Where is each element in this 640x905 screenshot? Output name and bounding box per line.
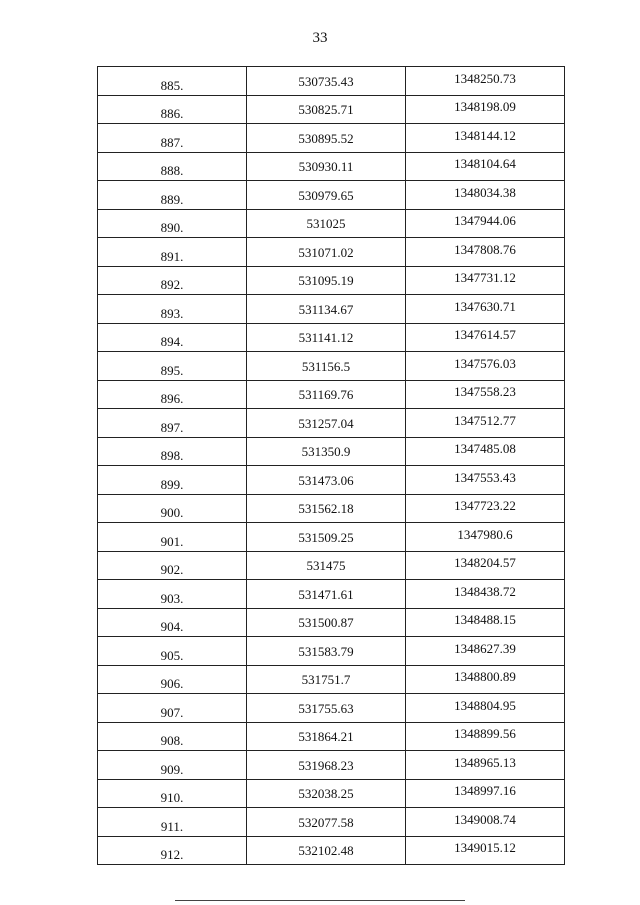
x-coordinate-cell-text: 531471.61 (298, 586, 354, 602)
y-coordinate-cell (406, 751, 565, 780)
y-coordinate-cell-text: 1347980.6 (457, 526, 513, 542)
point-number-cell (98, 352, 247, 381)
table-row (98, 295, 565, 324)
point-number-cell (98, 67, 247, 96)
point-number-cell (98, 266, 247, 295)
y-coordinate-cell-text: 1348800.89 (454, 669, 516, 685)
x-coordinate-cell-text: 531350.9 (301, 444, 351, 460)
point-number-cell (98, 694, 247, 723)
table-row (98, 580, 565, 609)
bottom-rule (175, 900, 465, 901)
table-row (98, 608, 565, 637)
point-number-cell-text: 892. (160, 277, 184, 293)
x-coordinate-cell (247, 665, 406, 694)
point-number-cell (98, 808, 247, 837)
table-row (98, 209, 565, 238)
point-number-cell (98, 580, 247, 609)
x-coordinate-cell-text: 532077.58 (298, 814, 354, 830)
point-number-cell (98, 608, 247, 637)
x-coordinate-cell-text: 531257.04 (298, 415, 354, 431)
x-coordinate-cell-text: 530979.65 (298, 187, 354, 203)
table-row (98, 95, 565, 124)
y-coordinate-cell (406, 124, 565, 153)
point-number-cell (98, 437, 247, 466)
y-coordinate-cell-text: 1348250.73 (454, 70, 516, 86)
y-coordinate-cell (406, 181, 565, 210)
x-coordinate-cell (247, 580, 406, 609)
point-number-cell (98, 152, 247, 181)
y-coordinate-cell (406, 67, 565, 96)
x-coordinate-cell-text: 531475 (306, 558, 346, 574)
x-coordinate-cell (247, 437, 406, 466)
x-coordinate-cell-text: 532038.25 (298, 786, 354, 802)
x-coordinate-cell (247, 551, 406, 580)
x-coordinate-cell (247, 181, 406, 210)
y-coordinate-cell-text: 1347614.57 (454, 327, 516, 343)
y-coordinate-cell (406, 665, 565, 694)
x-coordinate-cell-text: 531562.18 (298, 501, 354, 517)
point-number-cell-text: 903. (160, 590, 184, 606)
point-number-cell-text: 899. (160, 476, 184, 492)
x-coordinate-cell (247, 95, 406, 124)
point-number-cell (98, 751, 247, 780)
point-number-cell (98, 181, 247, 210)
x-coordinate-cell-text: 531025 (306, 216, 346, 232)
y-coordinate-cell (406, 694, 565, 723)
point-number-cell-text: 901. (160, 533, 184, 549)
y-coordinate-cell-text: 1348198.09 (454, 99, 516, 115)
y-coordinate-cell (406, 209, 565, 238)
x-coordinate-cell-text: 531141.12 (298, 330, 354, 346)
x-coordinate-cell (247, 124, 406, 153)
table-row (98, 722, 565, 751)
y-coordinate-cell-text: 1348899.56 (454, 726, 516, 742)
table-row (98, 409, 565, 438)
point-number-cell-text: 902. (160, 562, 184, 578)
coordinates-table (97, 66, 565, 865)
y-coordinate-cell-text: 1347558.23 (454, 384, 516, 400)
point-number-cell (98, 551, 247, 580)
y-coordinate-cell-text: 1348144.12 (454, 127, 516, 143)
y-coordinate-cell (406, 580, 565, 609)
table-row (98, 779, 565, 808)
x-coordinate-cell-text: 531473.06 (298, 472, 354, 488)
x-coordinate-cell-text: 531751.7 (301, 672, 351, 688)
y-coordinate-cell (406, 494, 565, 523)
x-coordinate-cell (247, 380, 406, 409)
x-coordinate-cell-text: 531509.25 (298, 529, 354, 545)
table-row (98, 380, 565, 409)
table-row (98, 836, 565, 865)
y-coordinate-cell (406, 352, 565, 381)
y-coordinate-cell-text: 1348034.38 (454, 184, 516, 200)
x-coordinate-cell-text: 531500.87 (298, 615, 354, 631)
table-row (98, 551, 565, 580)
point-number-cell (98, 523, 247, 552)
point-number-cell (98, 209, 247, 238)
x-coordinate-cell (247, 323, 406, 352)
point-number-cell (98, 722, 247, 751)
y-coordinate-cell-text: 1347553.43 (454, 469, 516, 485)
point-number-cell (98, 380, 247, 409)
point-number-cell (98, 409, 247, 438)
x-coordinate-cell (247, 295, 406, 324)
y-coordinate-cell-text: 1347576.03 (454, 355, 516, 371)
x-coordinate-cell-text: 531156.5 (301, 358, 351, 374)
point-number-cell-text: 885. (160, 77, 184, 93)
y-coordinate-cell (406, 409, 565, 438)
table-row (98, 808, 565, 837)
y-coordinate-cell-text: 1347512.77 (454, 412, 516, 428)
table-row (98, 181, 565, 210)
y-coordinate-cell-text: 1347731.12 (454, 270, 516, 286)
x-coordinate-cell (247, 608, 406, 637)
page-number: 33 (312, 30, 328, 46)
point-number-cell-text: 904. (160, 619, 184, 635)
y-coordinate-cell-text: 1348627.39 (454, 640, 516, 656)
table-row (98, 523, 565, 552)
table-row (98, 323, 565, 352)
x-coordinate-cell-text: 532102.48 (298, 843, 354, 859)
x-coordinate-cell-text: 530825.71 (298, 102, 354, 118)
point-number-cell-text: 906. (160, 676, 184, 692)
y-coordinate-cell (406, 608, 565, 637)
x-coordinate-cell-text: 530930.11 (298, 159, 354, 175)
table-row (98, 67, 565, 96)
y-coordinate-cell (406, 238, 565, 267)
y-coordinate-cell-text: 1349008.74 (454, 811, 516, 827)
y-coordinate-cell (406, 266, 565, 295)
x-coordinate-cell-text: 531864.21 (298, 729, 354, 745)
x-coordinate-cell (247, 722, 406, 751)
y-coordinate-cell-text: 1348204.57 (454, 555, 516, 571)
x-coordinate-cell-text: 531134.67 (298, 301, 354, 317)
x-coordinate-cell (247, 808, 406, 837)
table-row (98, 637, 565, 666)
point-number-cell (98, 836, 247, 865)
x-coordinate-cell (247, 836, 406, 865)
y-coordinate-cell-text: 1348997.16 (454, 783, 516, 799)
point-number-cell-text: 908. (160, 733, 184, 749)
point-number-cell (98, 779, 247, 808)
point-number-cell (98, 124, 247, 153)
table-row (98, 238, 565, 267)
point-number-cell-text: 898. (160, 448, 184, 464)
y-coordinate-cell (406, 722, 565, 751)
y-coordinate-cell (406, 323, 565, 352)
table-row (98, 352, 565, 381)
point-number-cell-text: 889. (160, 191, 184, 207)
point-number-cell-text: 911. (160, 818, 184, 834)
point-number-cell-text: 895. (160, 362, 184, 378)
y-coordinate-cell-text: 1348965.13 (454, 754, 516, 770)
x-coordinate-cell (247, 67, 406, 96)
point-number-cell-text: 894. (160, 334, 184, 350)
point-number-cell-text: 909. (160, 761, 184, 777)
coordinates-table-body (98, 67, 565, 865)
y-coordinate-cell (406, 779, 565, 808)
table-row (98, 751, 565, 780)
x-coordinate-cell-text: 531755.63 (298, 700, 354, 716)
y-coordinate-cell (406, 466, 565, 495)
x-coordinate-cell-text: 531968.23 (298, 757, 354, 773)
y-coordinate-cell-text: 1348488.15 (454, 612, 516, 628)
y-coordinate-cell-text: 1348104.64 (454, 156, 516, 172)
point-number-cell-text: 897. (160, 419, 184, 435)
table-row (98, 665, 565, 694)
x-coordinate-cell (247, 751, 406, 780)
point-number-cell (98, 665, 247, 694)
y-coordinate-cell (406, 808, 565, 837)
point-number-cell-text: 910. (160, 790, 184, 806)
x-coordinate-cell-text: 531095.19 (298, 273, 354, 289)
x-coordinate-cell (247, 409, 406, 438)
y-coordinate-cell-text: 1347630.71 (454, 298, 516, 314)
x-coordinate-cell (247, 209, 406, 238)
table-row (98, 466, 565, 495)
point-number-cell (98, 238, 247, 267)
point-number-cell-text: 893. (160, 305, 184, 321)
y-coordinate-cell (406, 152, 565, 181)
point-number-cell-text: 900. (160, 505, 184, 521)
point-number-cell-text: 907. (160, 704, 184, 720)
x-coordinate-cell (247, 779, 406, 808)
point-number-cell-text: 905. (160, 647, 184, 663)
point-number-cell-text: 887. (160, 134, 184, 150)
y-coordinate-cell-text: 1347944.06 (454, 213, 516, 229)
point-number-cell-text: 891. (160, 248, 184, 264)
y-coordinate-cell-text: 1347808.76 (454, 241, 516, 257)
x-coordinate-cell-text: 530895.52 (298, 130, 354, 146)
x-coordinate-cell (247, 352, 406, 381)
table-row (98, 266, 565, 295)
y-coordinate-cell (406, 437, 565, 466)
y-coordinate-cell-text: 1347723.22 (454, 498, 516, 514)
x-coordinate-cell (247, 494, 406, 523)
y-coordinate-cell-text: 1347485.08 (454, 441, 516, 457)
point-number-cell-text: 888. (160, 163, 184, 179)
table-row (98, 437, 565, 466)
x-coordinate-cell-text: 531583.79 (298, 643, 354, 659)
point-number-cell-text: 912. (160, 847, 184, 863)
x-coordinate-cell-text: 530735.43 (298, 73, 354, 89)
table-row (98, 124, 565, 153)
point-number-cell (98, 637, 247, 666)
table-row (98, 152, 565, 181)
table-row (98, 494, 565, 523)
x-coordinate-cell (247, 238, 406, 267)
x-coordinate-cell (247, 266, 406, 295)
point-number-cell (98, 295, 247, 324)
y-coordinate-cell-text: 1348804.95 (454, 697, 516, 713)
x-coordinate-cell (247, 523, 406, 552)
y-coordinate-cell (406, 95, 565, 124)
x-coordinate-cell (247, 637, 406, 666)
x-coordinate-cell (247, 466, 406, 495)
y-coordinate-cell (406, 295, 565, 324)
y-coordinate-cell (406, 637, 565, 666)
point-number-cell-text: 886. (160, 106, 184, 122)
y-coordinate-cell (406, 523, 565, 552)
point-number-cell (98, 466, 247, 495)
point-number-cell-text: 896. (160, 391, 184, 407)
table-row (98, 694, 565, 723)
y-coordinate-cell (406, 551, 565, 580)
x-coordinate-cell-text: 531071.02 (298, 244, 354, 260)
y-coordinate-cell (406, 380, 565, 409)
y-coordinate-cell-text: 1349015.12 (454, 840, 516, 856)
point-number-cell (98, 323, 247, 352)
point-number-cell (98, 95, 247, 124)
x-coordinate-cell-text: 531169.76 (298, 387, 354, 403)
x-coordinate-cell (247, 694, 406, 723)
point-number-cell-text: 890. (160, 220, 184, 236)
y-coordinate-cell-text: 1348438.72 (454, 583, 516, 599)
y-coordinate-cell (406, 836, 565, 865)
point-number-cell (98, 494, 247, 523)
x-coordinate-cell (247, 152, 406, 181)
